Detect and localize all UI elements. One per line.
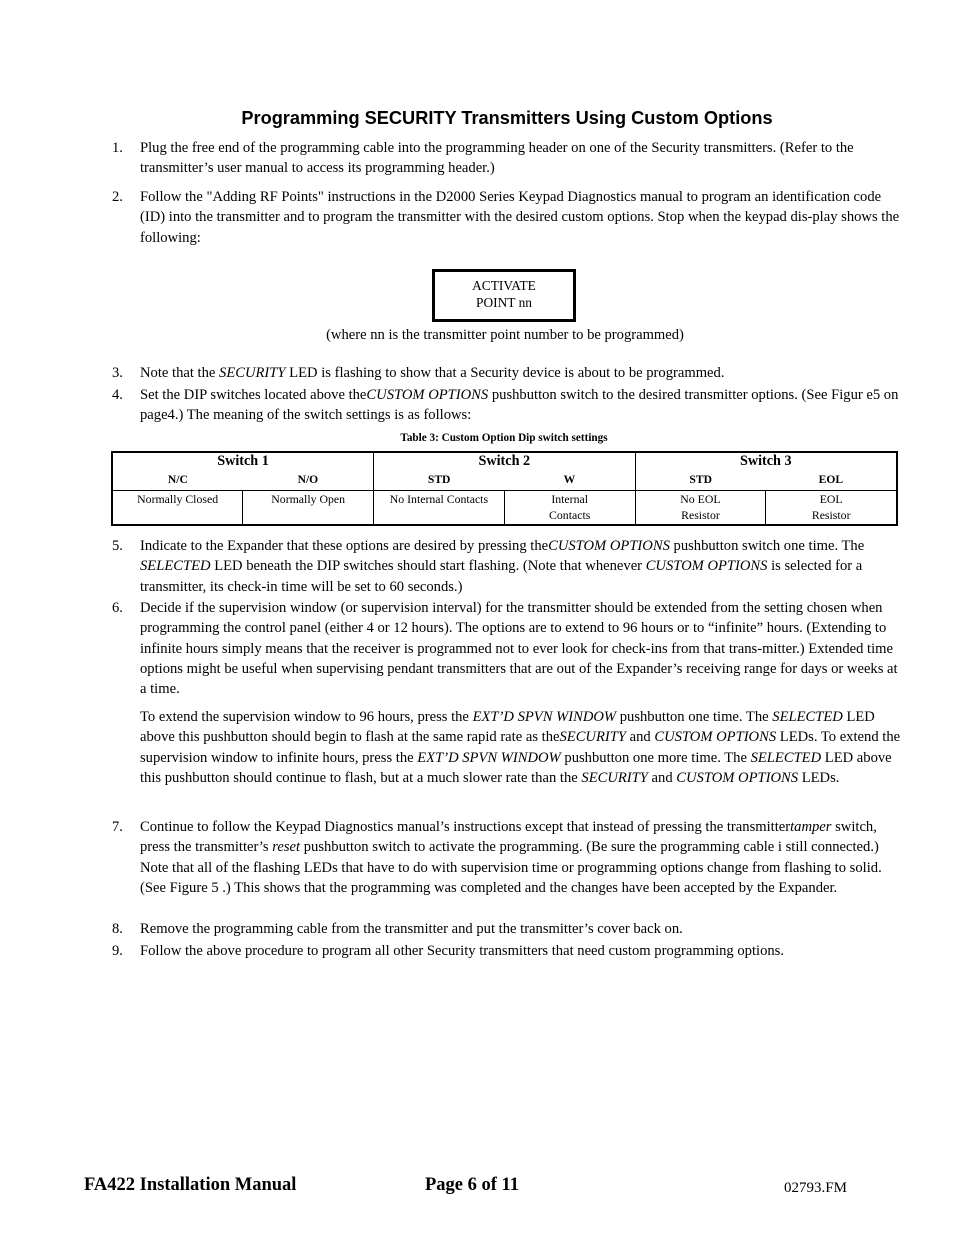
col-header: N/C bbox=[112, 470, 243, 491]
list-item-2 bbox=[112, 187, 902, 248]
col-header: W bbox=[504, 470, 635, 491]
list-item-7 bbox=[112, 817, 902, 898]
table-cell: No Internal Contacts bbox=[374, 491, 505, 526]
table-caption: Table 3: Custom Option Dip switch settings bbox=[400, 432, 608, 444]
list-text: Continue to follow the Keypad Diagnostics manual’s instructions except that instead of pressing the transmittertamper switch, press the transmitter’s reset pushbutton switch to activate the programming. (Be sure the programming cable i still connected.) Note that all of the flashing LEDs that have to do with supervision time or programming options change from flashing to solid. (See Figure 5 .) This shows that the programming was completed and the changes have been accepted by the Expander. bbox=[140, 819, 882, 896]
list-text: Note that the SECURITY LED is flashing to show that a Security device is about to be programmed. bbox=[140, 365, 725, 381]
list-number: 1. bbox=[112, 140, 123, 156]
col-header: N/O bbox=[243, 470, 374, 491]
switch-3-header: Switch 3 bbox=[635, 452, 897, 470]
list-text: Remove the programming cable from the transmitter and put the transmitter’s cover back on. bbox=[140, 921, 683, 937]
table-cell: EOL Resistor bbox=[766, 491, 897, 526]
list-item-8 bbox=[112, 919, 902, 939]
col-header: STD bbox=[374, 470, 505, 491]
list-text: Set the DIP switches located above theCUSTOM OPTIONS pushbutton switch to the desired transmitter options. (See Figur e5 on page4.) The meaning of the switch settings is as follows: bbox=[140, 387, 899, 424]
list-text: Decide if the supervision window (or supervision interval) for the transmitter should be extended from the setting chosen when programming the control panel (either 4 or 12 hours). The options are to extend to 96 hours or to “infinite” hours. (Extending to infinite hours simply means that the receiver is programmed not to ever look for check-ins from that trans-mitter.) Extended time options might be useful when supervising pendant transmitters that are out of the Expander’s receiving range for days or weeks at a time. bbox=[140, 600, 898, 698]
switch-1-header: Switch 1 bbox=[217, 453, 269, 469]
list-item-5 bbox=[112, 536, 902, 597]
list-item-4 bbox=[112, 385, 902, 426]
col-header: STD bbox=[635, 470, 766, 491]
table-cell: Normally Open bbox=[243, 491, 374, 526]
list-number: 4. bbox=[112, 387, 123, 403]
display-line-1: ACTIVATE bbox=[472, 278, 536, 293]
table-cell: No EOL Resistor bbox=[635, 491, 766, 526]
list-number: 3. bbox=[112, 365, 123, 381]
list-number: 6. bbox=[112, 600, 123, 616]
table-cell: Internal Contacts bbox=[504, 491, 635, 526]
table-cell: Normally Closed bbox=[137, 492, 219, 506]
list-text: Follow the above procedure to program all other Security transmitters that need custom programming options. bbox=[140, 943, 784, 959]
list-number: 5. bbox=[112, 538, 123, 554]
item-6-paragraph: To extend the supervision window to 96 hours, press the EXT’D SPVN WINDOW pushbutton one time. The SELECTED LED above this pushbutton should begin to flash at the same rapid rate as theSECURITY and CUSTOM OPTIONS LEDs. To extend the supervision window to infinite hours, press the EXT’D SPVN WINDOW pushbutton one more time. The SELECTED LED above this pushbutton should continue to flash, but at a much slower rate than the SECURITY and CUSTOM OPTIONS LEDs. bbox=[140, 709, 901, 786]
keypad-display bbox=[432, 269, 576, 322]
list-number: 9. bbox=[112, 943, 123, 959]
display-line-2: POINT nn bbox=[476, 295, 532, 310]
list-text: Plug the free end of the programming cable into the programming header on one of the Security transmitters. (Refer to the transmitter’s user manual to access its programming header.) bbox=[140, 140, 854, 177]
footer-manual-title: FA422 Installation Manual bbox=[84, 1175, 297, 1195]
list-number: 8. bbox=[112, 921, 123, 937]
footer-page-number: Page 6 of 11 bbox=[425, 1175, 520, 1195]
list-text: Follow the "Adding RF Points" instructions in the D2000 Series Keypad Diagnostics manual to program an identification code (ID) into the transmitter and to program the transmitter with the desired custom options. Stop when the keypad dis-play shows the following: bbox=[140, 189, 900, 246]
switch-2-header: Switch 2 bbox=[374, 452, 636, 470]
col-header: EOL bbox=[766, 470, 897, 491]
list-number: 7. bbox=[112, 819, 123, 835]
list-item-3 bbox=[112, 363, 902, 383]
list-item-9 bbox=[112, 941, 902, 961]
section-title: Programming SECURITY Transmitters Using Custom Options bbox=[241, 108, 773, 128]
dip-switch-table bbox=[111, 451, 898, 526]
list-item-6 bbox=[112, 598, 902, 699]
list-item-1 bbox=[112, 138, 902, 179]
list-number: 2. bbox=[112, 189, 123, 205]
footer-file-name: 02793.FM bbox=[784, 1180, 847, 1196]
display-note: (where nn is the transmitter point number to be programmed) bbox=[326, 327, 684, 343]
list-text: Indicate to the Expander that these options are desired by pressing theCUSTOM OPTIONS pushbutton switch one time. The SELECTED LED beneath the DIP switches should start flashing. (Note that whenever CUSTOM OPTIONS is selected for a transmitter, its check-in time will be set to 60 seconds.) bbox=[140, 538, 865, 595]
